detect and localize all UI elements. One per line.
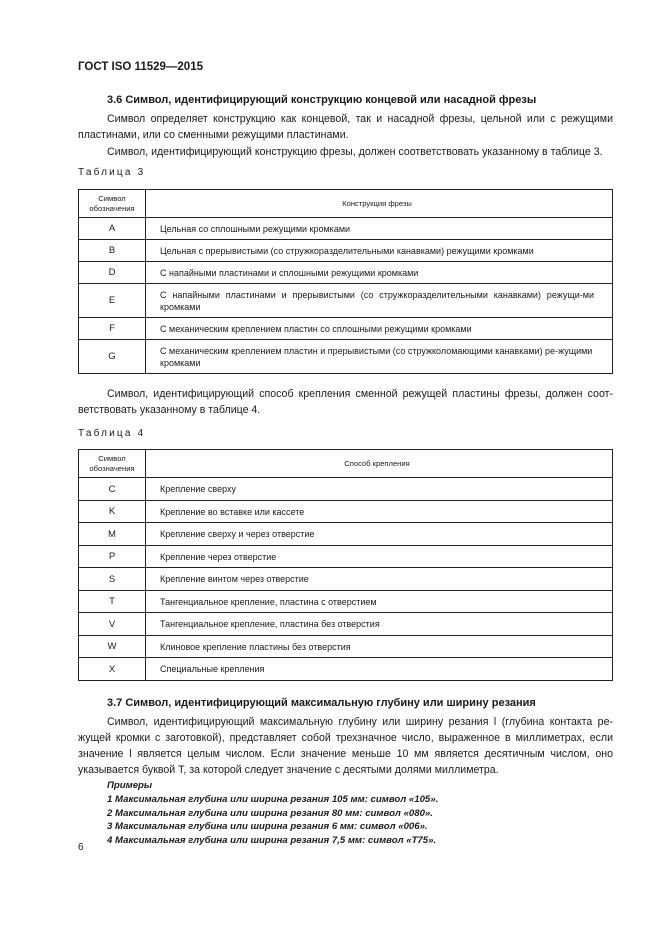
table-4-symbol-cell: C bbox=[79, 478, 146, 501]
table-4-symbol-cell: T bbox=[79, 591, 146, 613]
section-3-7-line2: жущей кромки с заготовкой), представляет собой трехзначное число, выраженное в миллиметрах, если bbox=[78, 732, 613, 744]
table-3-caption: Таблица 3 bbox=[78, 167, 146, 178]
table-4-symbol-cell: M bbox=[79, 523, 146, 546]
table-3-col-desc: Конструкция фрезы bbox=[146, 190, 613, 218]
table-4-intro-line1: Символ, идентифицирующий способ крепления сменной режущей пластины фрезы, должен соот- bbox=[107, 388, 613, 400]
table-3-symbol-cell: E bbox=[79, 284, 146, 318]
table-4-desc-cell: Крепление через отверстие bbox=[146, 546, 613, 568]
table-3-desc-text: С напайными пластинами и прерывистыми (со стружкоразделительными канавками) режущи-ми кромками bbox=[160, 289, 594, 312]
table-4-symbol-cell: V bbox=[79, 613, 146, 636]
table-3-col-symbol: Символ обозначения bbox=[79, 190, 146, 218]
examples-title: Примеры bbox=[107, 780, 153, 791]
table-4-desc-cell: Крепление сверху и через отверстие bbox=[146, 523, 613, 546]
table-3-desc-cell: Цельная со сплошными режущими кромками bbox=[146, 218, 613, 240]
table-row bbox=[79, 568, 613, 591]
table-4-symbol-cell: P bbox=[79, 546, 146, 568]
table-4-intro-line2: ветствовать указанному в таблице 4. bbox=[78, 404, 261, 416]
table-4 bbox=[78, 449, 613, 681]
example-item: 2 Максимальная глубина или ширина резания 80 мм: символ «080». bbox=[107, 808, 433, 819]
table-4-col-symbol: Символ обозначения bbox=[79, 450, 146, 478]
table-4-desc-cell: Специальные крепления bbox=[146, 658, 613, 681]
table-row bbox=[79, 523, 613, 546]
table-3-desc-cell: Цельная с прерывистыми (со стружкоразделительными канавками) режущими кромками bbox=[146, 240, 613, 262]
table-4-desc-cell: Тангенциальное крепление, пластина с отверстием bbox=[146, 591, 613, 613]
table-4-desc-cell: Крепление винтом через отверстие bbox=[146, 568, 613, 591]
table-row bbox=[79, 340, 613, 374]
table-4-col-desc: Способ крепления bbox=[146, 450, 613, 478]
section-3-7-line4: указывается буквой T, за которой следует значение с десятыми долями миллиметра. bbox=[78, 764, 499, 776]
table-4-symbol-cell: X bbox=[79, 658, 146, 681]
table-4-symbol-cell: K bbox=[79, 501, 146, 523]
table-row bbox=[79, 240, 613, 262]
table-4-desc-cell: Клиновое крепление пластины без отверстия bbox=[146, 636, 613, 658]
table-row bbox=[79, 658, 613, 681]
table-4-caption: Таблица 4 bbox=[78, 428, 146, 439]
section-3-6-heading: 3.6 Символ, идентифицирующий конструкцию концевой или насадной фрезы bbox=[107, 94, 537, 106]
table-3-symbol-cell: A bbox=[79, 218, 146, 240]
section-3-6-para1-line1: Символ определяет конструкцию как концевой, так и насадной фрезы, цельной или с режущими bbox=[107, 113, 613, 125]
table-row bbox=[79, 478, 613, 501]
table-3-desc-cell: С напайными пластинами и сплошными режущими кромками bbox=[146, 262, 613, 284]
table-4-desc-cell: Тангенциальное крепление, пластина без отверстия bbox=[146, 613, 613, 636]
example-item: 3 Максимальная глубина или ширина резания 6 мм: символ «006». bbox=[107, 821, 428, 832]
table-3-desc-cell bbox=[146, 340, 613, 374]
table-3-symbol-cell: D bbox=[79, 262, 146, 284]
table-row bbox=[79, 218, 613, 240]
table-3-symbol-cell: B bbox=[79, 240, 146, 262]
table-3 bbox=[78, 189, 613, 374]
table-3-symbol-cell: G bbox=[79, 340, 146, 374]
table-3-desc-cell: С механическим креплением пластин со сплошными режущими кромками bbox=[146, 318, 613, 340]
example-item: 1 Максимальная глубина или ширина резания 105 мм: символ «105». bbox=[107, 794, 439, 805]
table-4-desc-cell: Крепление во вставке или кассете bbox=[146, 501, 613, 523]
page-number: 6 bbox=[78, 842, 84, 853]
table-row bbox=[79, 636, 613, 658]
table-row bbox=[79, 262, 613, 284]
section-3-7-heading: 3.7 Символ, идентифицирующий максимальную глубину или ширину резания bbox=[107, 697, 536, 709]
table-row bbox=[79, 591, 613, 613]
table-3-header-row bbox=[79, 190, 613, 218]
section-3-6-para1-line2: пластинами, или со сменными режущими пластинами. bbox=[78, 129, 349, 141]
table-4-desc-cell: Крепление сверху bbox=[146, 478, 613, 501]
table-row bbox=[79, 284, 613, 318]
document-header: ГОСТ ISO 11529—2015 bbox=[78, 61, 203, 73]
table-row bbox=[79, 546, 613, 568]
table-row bbox=[79, 613, 613, 636]
table-3-symbol-cell: F bbox=[79, 318, 146, 340]
section-3-7-line1: Символ, идентифицирующий максимальную глубину или ширину резания l (глубина контакта ре- bbox=[107, 716, 613, 728]
section-3-7-line3: значение l является целым числом. Если значение меньше 10 мм является десятичным числом, оно bbox=[78, 748, 613, 760]
table-3-desc-cell bbox=[146, 284, 613, 318]
table-row bbox=[79, 318, 613, 340]
example-item: 4 Максимальная глубина или ширина резания 7,5 мм: символ «T75». bbox=[107, 835, 437, 846]
table-4-symbol-cell: W bbox=[79, 636, 146, 658]
table-4-symbol-cell: S bbox=[79, 568, 146, 591]
table-4-header-row bbox=[79, 450, 613, 478]
table-3-desc-text: С механическим креплением пластин и прерывистыми (со стружколомающими канавками) ре-жущими кромками bbox=[160, 345, 593, 368]
table-row bbox=[79, 501, 613, 523]
section-3-6-para2: Символ, идентифицирующий конструкцию фрезы, должен соответствовать указанному в таблице 3. bbox=[107, 146, 603, 158]
